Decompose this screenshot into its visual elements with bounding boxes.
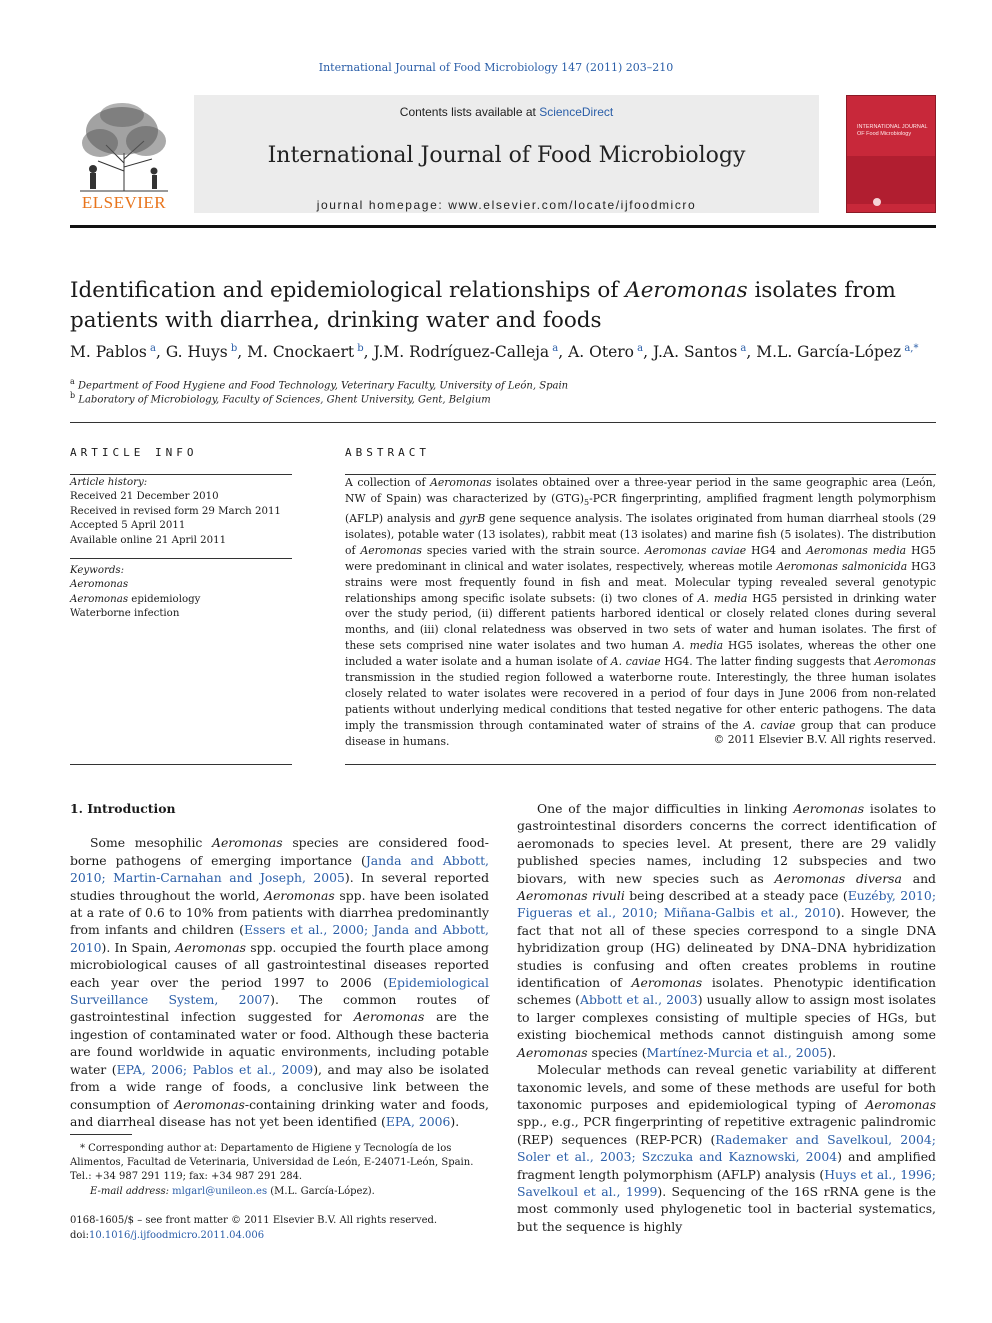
masthead [70,95,936,215]
corresponding-author-footnote [70,1142,490,1199]
citation-link[interactable]: Euzéby, 2010; Figueras et al., 2010; Miñana-Galbis et al., 2010 [517,888,936,921]
abstract-heading: ABSTRACT [345,446,430,459]
affil-text: Department of Food Hygiene and Food Technology, Veterinary Faculty, University of León, Spain [77,380,569,392]
contents-line [194,105,819,119]
author: J.A. Santos [652,343,738,362]
paragraph: Molecular methods can reveal genetic variability at different taxonomic levels, and some of these methods are useful for both taxonomic purposes and epidemiological typing of Aeromonas spp., e.g., PCR fingerprinting of repetitive extragenic palindromic (REP) sequences (REP-PCR) (Rademaker and Savelkoul, 2004; Soler et al., 2003; Szczuka and Kaznowski, 2004) and amplified fragment length polymorphism (AFLP) analysis (Huys et al., 1996; Savelkoul et al., 1999). Sequencing of the 16S rRNA gene is the most commonly used phylogenetic tool in bacterial systematics, but the sequence is highly [517,1062,936,1234]
affil-text: Laboratory of Microbiology, Faculty of Sciences, Ghent University, Gent, Belgium [78,394,491,406]
elsevier-logo[interactable] [70,101,178,213]
body-column-right [517,800,936,1235]
author: A. Otero [568,343,635,362]
article-title [70,276,940,336]
author: M. Cnockaert [247,343,355,362]
history-label: Article history: [70,477,148,488]
journal-cover[interactable] [846,95,936,213]
author-affil-marker[interactable]: a [637,343,644,354]
title-part1: Identification and epidemiological relationships of [70,278,626,303]
citation-link[interactable]: Abbott et al., 2003 [580,992,698,1008]
abstract-body: A collection of Aeromonas isolates obtained over a three-year period in the same geographic area (León, NW of Spain) was characterized by $(GTG)_5$-PCR fingerprinting, amplified fragment length polymorphism (AFLP) analysis and gyrB gene sequence analysis. The isolates originated from human diarrheal stools (29 isolates), potable water (13 isolates), rabbit meat (13 isolates) and marine fish (5 isolates). The distribution of Aeromonas species varied with the strain source. Aeromonas caviae HG4 and Aeromonas media HG5 were predominant in clinical and water isolates, respectively, whereas motile Aeromonas salmonicida HG3 strains were most frequently found in fish and meat. Molecular typing revealed several genotypic relationships among specific isolate subsets: (i) two clones of A. media HG5 persisted in drinking water over the study period, (ii) different patients harbored identical or closely related clones during several months, and (iii) clonal relatedness was observed in two sets of water and human isolates. The first of these sets comprised nine water isolates and two human A. media HG5 isolates, whereas the other one included a water isolate and a human isolate of A. caviae HG4. The latter finding suggests that Aeromonas transmission in the studied region followed a waterborne route. Interestingly, the three human isolates closely related to water isolates were recovered in a period of four days in June 2006 from non-related patients without underlying medical conditions that tested negative for other enteric pathogens. The data imply the transmission through contaminated water of strains of the A. caviae group that can produce disease in humans. [345,476,937,748]
journal-homepage[interactable]: journal homepage: www.elsevier.com/locate/ijfoodmicro [316,198,697,212]
journal-name: International Journal of Food Microbiology [267,143,746,168]
citation-link[interactable]: Epidemiological Surveillance System, 2007 [70,974,489,1008]
contents-prefix: Contents lists available at [399,105,540,119]
affiliation [70,377,568,391]
author: M. Pablos [70,343,147,362]
title-genus: Aeromonas [625,278,748,303]
issn-block [70,1213,490,1243]
email-label: E-mail address: [90,1185,173,1197]
citation-link[interactable]: Martínez-Murcia et al., 2005 [646,1044,828,1060]
keyword: Aeromonas epidemiology [70,593,201,605]
issn-text: 0168-1605/$ – see front matter © 2011 Elsevier B.V. All rights reserved. [70,1215,438,1226]
author-affil-marker[interactable]: a [740,343,747,354]
journal-header-box [194,95,819,213]
author-affil-marker[interactable]: b [357,343,364,354]
history-revised: Received in revised form 29 March 2011 [70,505,281,517]
corresponding-text: * Corresponding author at: Departamento de Higiene y Tecnología de los Alimentos, Facultad de Veterinaria, Universidad de León, E-24071-León, Spain. Tel.: +34 987 291 119; fax: +34 987 291 284. [70,1143,474,1183]
info-divider [70,764,292,765]
email-line [70,1185,490,1199]
article-info-heading: ARTICLE INFO [70,446,198,459]
author-affil-marker[interactable]: a [149,343,156,354]
cover-band [847,156,935,204]
citation-link[interactable]: EPA, 2006 [385,1113,451,1129]
keywords [70,564,292,622]
copyright: © 2011 Elsevier B.V. All rights reserved. [713,733,936,746]
citation-link[interactable]: Huys et al., 1996; Savelkoul et al., 1999 [517,1166,936,1199]
cover-emblem-icon [873,198,881,206]
author-affil-marker[interactable]: b [230,343,238,354]
paragraph: One of the major difficulties in linking Aeromonas isolates to gastrointestinal disorders concerns the correct identification of aeromonads to species level. At present, there are 29 validly published species names, including 12 subspecies and two biovars, with new species such as Aeromonas diversa and Aeromonas rivuli being described at a steady pace (Euzéby, 2010; Figueras et al., 2010; Miñana-Galbis et al., 2010). However, the fact that not all of these species correspond to a single DNA hybridization group (HG) delineated by DNA–DNA hybridization studies is confusing and often creates problems in routine identification of Aeromonas isolates. Phenotypic identification schemes (Abbott et al., 2003) usually allow to assign most isolates to larger complexes consisting of multiple species of HGs, but existing biochemical methods cannot distinguish among some Aeromonas species (Martínez-Murcia et al., 2005). [517,801,937,1060]
doi-line [70,1228,490,1243]
sciencedirect-link[interactable]: ScienceDirect [539,105,614,119]
keywords-label: Keywords: [70,565,125,576]
elsevier-wordmark: ELSEVIER [81,193,167,212]
info-divider [70,474,292,475]
history-accepted: Accepted 5 April 2011 [70,520,186,532]
journal-citation[interactable]: International Journal of Food Microbiology 147 (2011) 203–210 [318,61,674,74]
paragraph: Some mesophilic Aeromonas species are considered food-borne pathogens of emerging importance (Janda and Abbott, 2010; Martin-Carnahan and Joseph, 2005). In several reported studies throughout the world, Aeromonas spp. have been isolated at a rate of 0.6 to 10% from patients with diarrhea predominantly from infants and children (Essers et al., 2000; Janda and Abbott, 2010). In Spain, Aeromonas spp. occupied the fourth place among microbiological causes of all gastrointestinal diseases reported each year over the period 1997 to 2006 (Epidemiological Surveillance System, 2007). The common routes of gastrointestinal infection suggested for Aeromonas are the ingestion of contaminated water or food. Although these bacteria are found worldwide in aquatic environments, including potable water (EPA, 2006; Pablos et al., 2009), and may also be isolated from a wide range of foods, a conclusive link between the consumption of Aeromonas-containing drinking water and foods, and diarrheal disease has not yet been identified (EPA, 2006). [70,835,490,1129]
info-divider [70,558,292,559]
body-column-left [70,800,489,1130]
citation-link[interactable]: Essers et al., 2000; Janda and Abbott, 2010 [70,922,489,955]
citation-link[interactable]: Janda and Abbott, 2010; Martin-Carnahan and Joseph, 2005 [70,852,489,886]
footnote-divider [70,1134,132,1135]
keyword: Waterborne infection [70,608,180,620]
article-history [70,476,292,548]
header-divider [70,225,936,228]
section-divider [70,422,936,423]
affil-marker: a [70,377,75,386]
author: M.L. García-López [756,343,902,362]
affiliation [70,391,491,405]
title-part2: isolates from patients with diarrhea, drinking water and foods [70,278,896,333]
citation-link[interactable]: Rademaker and Savelkoul, 2004; Soler et al., 2003; Szczuka and Kaznowski, 2004 [517,1131,936,1165]
history-online: Available online 21 April 2011 [70,534,227,546]
author-affil-marker[interactable]: a,* [904,343,919,354]
author: G. Huys [165,343,228,362]
affil-marker: b [70,391,76,400]
doi-label: doi: [70,1230,89,1241]
email-link[interactable]: mlgarl@unileon.es [172,1185,268,1197]
keyword: Aeromonas [70,579,129,591]
abstract-divider [345,764,936,765]
introduction-heading: 1. Introduction [70,801,176,816]
author-list: M. Pablos $^a$, G. Huys $^b$, M. Cnockaert $^b$, J.M. Rodríguez-Calleja $^a$, A. Otero $^a$, J.A. Santos $^a$, M.L. García-López $^{a,*}$ [70,343,919,362]
cover-title: INTERNATIONAL JOURNAL OF Food Microbiology [857,124,928,137]
author: J.M. Rodríguez-Calleja [373,343,550,362]
author-affil-marker[interactable]: a [552,343,559,354]
doi-link[interactable]: 10.1016/j.ijfoodmicro.2011.04.006 [89,1230,265,1241]
email-owner: (M.L. García-López). [267,1185,375,1197]
tree-icon [70,101,178,193]
history-received: Received 21 December 2010 [70,491,219,503]
citation-link[interactable]: EPA, 2006; Pablos et al., 2009 [116,1061,314,1077]
